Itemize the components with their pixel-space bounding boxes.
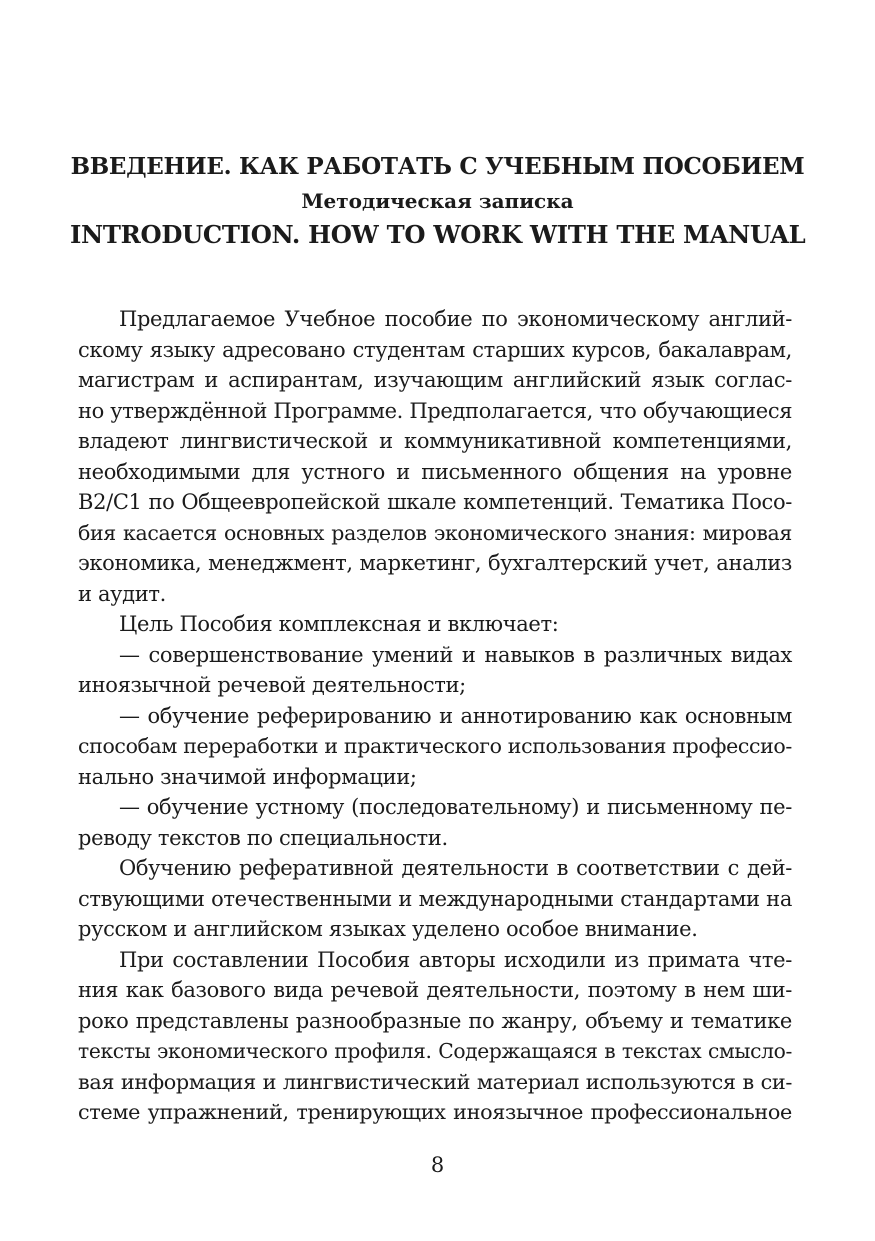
text-line: бия касается основных разделов экономического знания: мировая	[78, 520, 792, 545]
text-line: ствующими отечественными и международными стандартами на	[78, 886, 792, 911]
chapter-title-en: INTRODUCTION. HOW TO WORK WITH THE MANUAL	[70, 220, 806, 249]
body-text	[78, 304, 792, 1128]
text-line: скому языку адресовано студентам старших курсов, бакалаврам,	[78, 337, 792, 362]
list-item-line: — обучение реферированию и аннотированию как основным	[119, 703, 792, 728]
list-item-line: иноязычной речевой деятельности;	[78, 673, 466, 697]
chapter-heading	[70, 150, 805, 252]
list-item-line: реводу текстов по специальности.	[78, 825, 448, 850]
text-line: Цель Пособия комплексная и включает:	[119, 612, 559, 636]
text-line: роко представлены разнообразные по жанру, объему и тематике	[78, 1008, 792, 1033]
chapter-subtitle-ru: Методическая записка	[301, 189, 574, 213]
text-line: Обучению реферативной деятельности в соответствии с дей-	[119, 856, 792, 880]
text-line: русском и английском языках уделено особое внимание.	[78, 917, 698, 941]
list-item-line: нально значимой информации;	[78, 764, 417, 789]
page-number: 8	[430, 1153, 445, 1177]
text-line: стеме упражнений, тренирующих иноязычное профессиональное	[78, 1100, 792, 1124]
text-line: магистрам и аспирантам, изучающим английский язык соглас-	[78, 368, 792, 392]
list-item-line: — обучение устному (последовательному) и письменному пе-	[119, 795, 792, 819]
text-line: но утверждённой Программе. Предполагается, что обучающиеся	[78, 398, 793, 423]
list-item-line: — совершенствование умений и навыков в различных видах	[119, 642, 792, 667]
text-line: B2/C1 по Общеевропейской шкале компетенций. Тематика Посо-	[78, 490, 792, 514]
text-line: владеют лингвистической и коммуникативной компетенциями,	[78, 429, 792, 453]
text-line: необходимыми для устного и письменного общения на уровне	[78, 459, 792, 484]
chapter-title-ru: ВВЕДЕНИЕ. КАК РАБОТАТЬ С УЧЕБНЫМ ПОСОБИЕМ	[70, 153, 805, 180]
text-line: Предлагаемое Учебное пособие по экономическому англий-	[119, 307, 792, 331]
text-line: вая информация и лингвистический материал используются в си-	[78, 1069, 792, 1094]
text-line: тексты экономического профиля. Содержащаяся в текстах смысло-	[78, 1039, 792, 1063]
text-line: и аудит.	[78, 581, 166, 606]
text-line: экономика, менеджмент, маркетинг, бухгалтерский учет, анализ	[78, 551, 792, 575]
text-line: ния как базового вида речевой деятельности, поэтому в нем ши-	[78, 978, 792, 1002]
list-item-line: способам переработки и практического использования профессио-	[78, 734, 792, 758]
text-line: При составлении Пособия авторы исходили из примата чте-	[119, 947, 792, 972]
